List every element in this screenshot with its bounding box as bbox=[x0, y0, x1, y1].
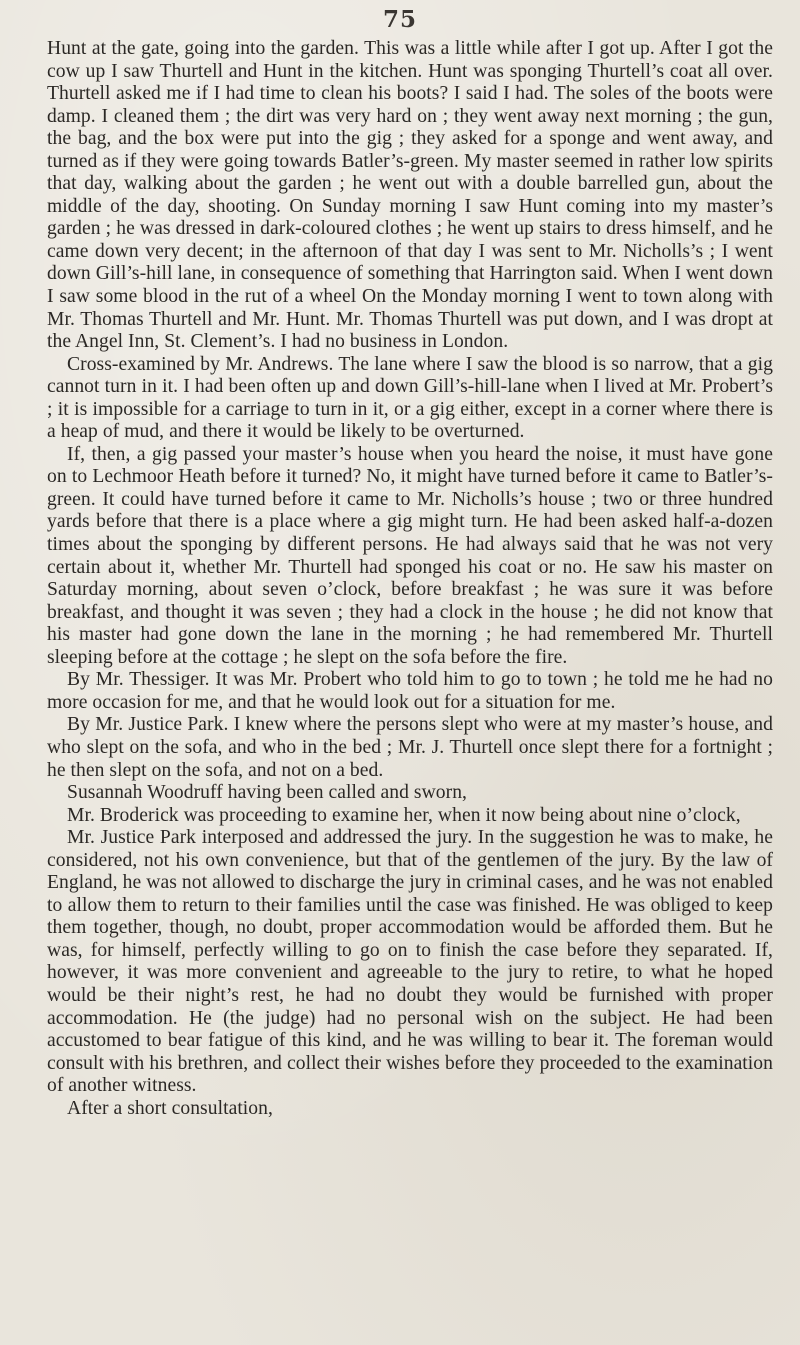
paragraph-thessiger: By Mr. Thessiger. It was Mr. Probert who told him to go to town ; he told me he had no more occasion for me, and that he would look out for a situation for me. bbox=[47, 669, 773, 713]
paragraph-hunt-thurtell: Hunt at the gate, going into the garden. This was a little while after I got up. After I got the cow up I saw Thurtell and Hunt in the kitchen. Hunt was sponging Thurtell’s coat all over. Thurtell asked me if I had time to clean his boots? I said I had. The soles of the boots were damp. I cleaned them ; the dirt was very hard on ; they went away next morning ; the gun, the bag, and the box were put into the gig ; they asked for a sponge and went away, and turned as if they were going towards Batler’s-green. My master seemed in rather low spirits that day, walking about the garden ; he went out with a double barrelled gun, about the middle of the day, shooting. On Sunday morning I saw Hunt coming into my master’s garden ; he was dressed in dark-coloured clothes ; he went up stairs to dress himself, and he came down very decent; in the afternoon of that day I was sent to Mr. Nicholls’s ; I went down Gill’s-hill lane, in consequence of something that Harrington said. When I went down I saw some blood in the rut of a wheel On the Monday morning I went to town along with Mr. Thomas Thurtell and Mr. Hunt. Mr. Thomas Thurtell was put down, and I was dropt at the Angel Inn, St. Clement’s. I had no business in London. bbox=[47, 38, 773, 353]
paragraph-broderick: Mr. Broderick was proceeding to examine her, when it now being about nine o’clock, bbox=[67, 804, 741, 826]
body-text bbox=[47, 38, 773, 1120]
paragraph-justice-park-sleeping: By Mr. Justice Park. I knew where the persons slept who were at my master’s house, and who slept on the sofa, and who in the bed ; Mr. J. Thurtell once slept there for a fortnight ; he then slept on the sofa, and not on a bed. bbox=[47, 714, 773, 781]
paragraph-susannah-woodruff: Susannah Woodruff having been called and sworn, bbox=[67, 782, 467, 804]
page-number: 75 bbox=[382, 6, 417, 33]
paragraph-gig-passed: If, then, a gig passed your master’s house when you heard the noise, it must have gone on to Lechmoor Heath before it turned? No, it might have turned before it came to Batler’s-green. It could have turned before it came to Mr. Nicholls’s house ; two or three hundred yards before that there is a place where a gig might turn. He had been asked half-a-dozen times about the sponging by different persons. He had always said that he was not very certain about it, whether Mr. Thurtell had sponged his coat or no. He saw his master on Saturday morning, about seven o’clock, before breakfast ; he was sure it was before breakfast, and thought it was seven ; they had a clock in the house ; he did not know that his master had gone down the lane in the morning ; he had remembered Mr. Thurtell sleeping before at the cottage ; he slept on the sofa before the fire. bbox=[47, 443, 773, 668]
paragraph-cross-examined-andrews: Cross-examined by Mr. Andrews. The lane where I saw the blood is so narrow, that a gig cannot turn in it. I had been often up and down Gill’s-hill-lane when I lived at Mr. Probert’s ; it is impossible for a carriage to turn in it, or a gig either, except in a corner where there is a heap of mud, and there it would be likely to be overturned. bbox=[47, 353, 773, 443]
paragraph-jury-address: Mr. Justice Park interposed and addressed the jury. In the suggestion he was to make, he considered, not his own convenience, but that of the gentlemen of the jury. By the law of England, he was not allowed to discharge the jury in criminal cases, and he was not enabled to allow them to return to their families until the case was finished. He was obliged to keep them together, though, no doubt, proper accommodation would be afforded them. But he was, for himself, perfectly willing to go on to finish the case before they separated. If, however, it was more convenient and agreeable to the jury to retire, to what he hoped would be their night’s rest, he had no doubt they would be furnished with proper accommodation. He (the judge) had no personal wish on the subject. He had been accustomed to bear fatigue of this kind, and he was willing to bear it. The foreman would consult with his brethren, and collect their wishes before they proceeded to the examination of another witness. bbox=[47, 827, 773, 1097]
paragraph-consultation: After a short consultation, bbox=[67, 1097, 273, 1119]
